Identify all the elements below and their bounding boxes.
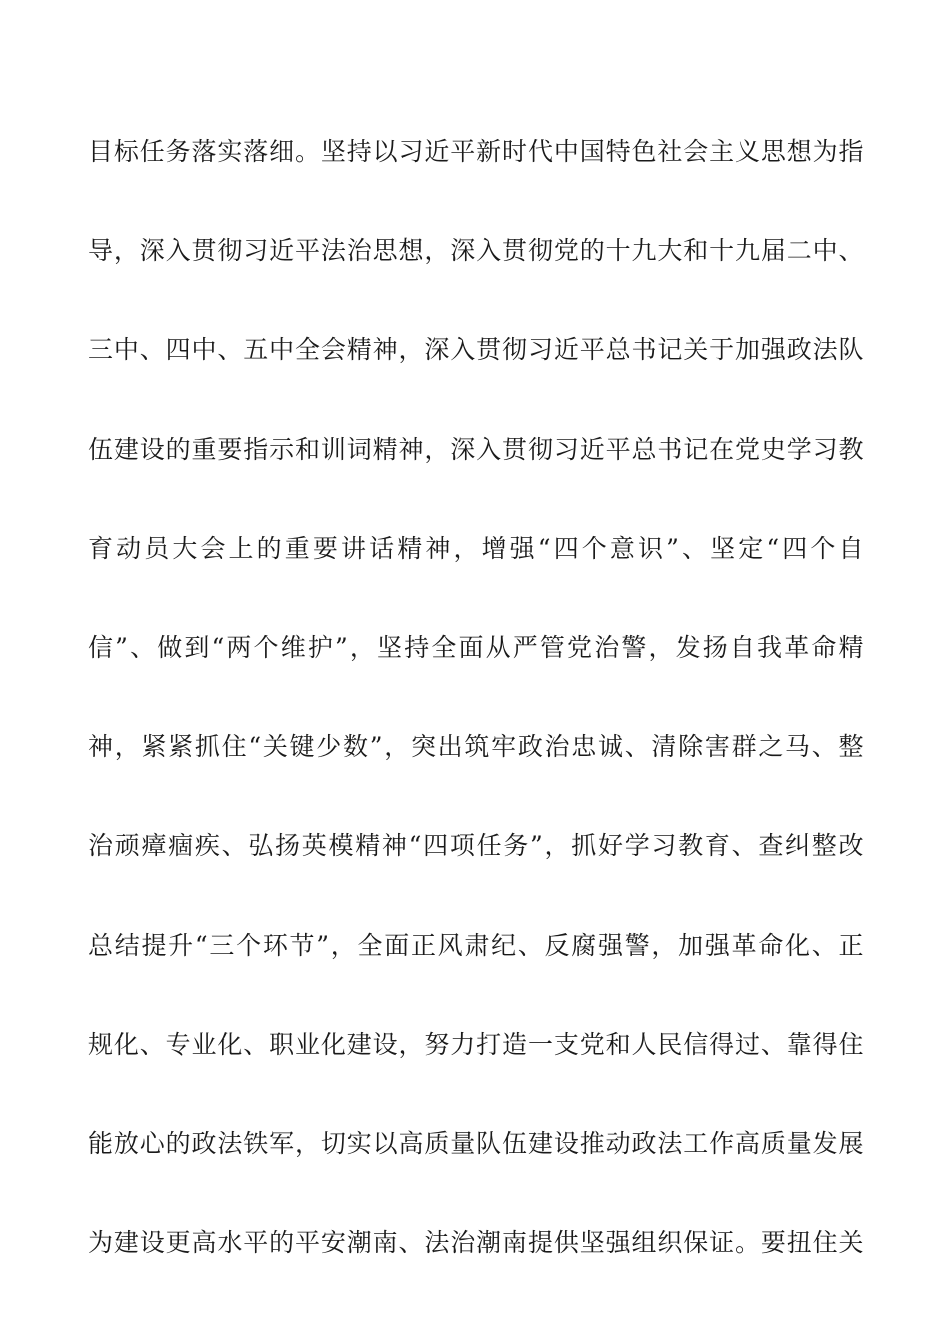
text-line-12: 为建设更高水平的平安潮南、法治潮南提供坚强组织保证。要扭住关 bbox=[88, 1228, 864, 1258]
text-line-1: 目标任务落实落细。坚持以习近平新时代中国特色社会主义思想为指 bbox=[88, 137, 864, 166]
text-line-2: 导，深入贯彻习近平法治思想，深入贯彻党的十九大和十九届二中、 bbox=[88, 236, 864, 266]
text-line-6: 信”、做到“两个维护”，坚持全面从严管党治警，发扬自我革命精 bbox=[88, 632, 864, 662]
text-line-8: 治顽瘴痼疾、弘扬英模精神“四项任务”，抓好学习教育、查纠整改 bbox=[88, 831, 864, 861]
body-paragraph bbox=[88, 128, 864, 1318]
text-line-5: 育动员大会上的重要讲话精神，增强“四个意识”、坚定“四个自 bbox=[88, 533, 864, 563]
text-line-11: 能放心的政法铁军，切实以高质量队伍建设推动政法工作高质量发展 bbox=[88, 1128, 864, 1158]
text-line-3: 三中、四中、五中全会精神，深入贯彻习近平总书记关于加强政法队 bbox=[88, 335, 864, 365]
text-line-10: 规化、专业化、职业化建设，努力打造一支党和人民信得过、靠得住 bbox=[88, 1029, 864, 1059]
text-line-9: 总结提升“三个环节”，全面正风肃纪、反腐强警，加强革命化、正 bbox=[88, 930, 864, 960]
text-line-4: 伍建设的重要指示和训词精神，深入贯彻习近平总书记在党史学习教 bbox=[88, 434, 864, 464]
text-line-7: 神，紧紧抓住“关键少数”，突出筑牢政治忠诚、清除害群之马、整 bbox=[88, 732, 864, 762]
